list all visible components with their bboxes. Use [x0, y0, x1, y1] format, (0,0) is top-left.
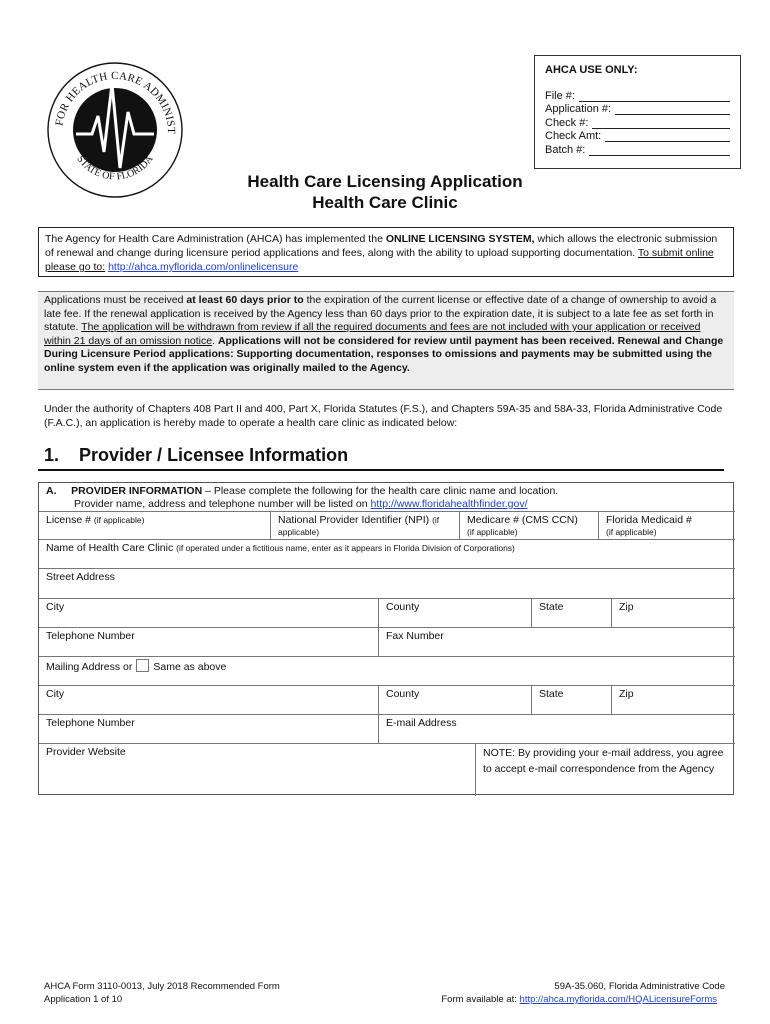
- state-field[interactable]: State: [532, 599, 612, 628]
- document-title: Health Care Licensing Application: [247, 172, 523, 191]
- clinic-name-field[interactable]: Name of Health Care Clinic (if operated under a fictitious name, enter as it appears in Florida Division of Corporations): [39, 540, 735, 569]
- same-as-above-checkbox[interactable]: [136, 659, 149, 672]
- provider-information-header: A. PROVIDER INFORMATION – Please complete the following for the health care clinic name and location. Provider name, address and telephone number will be listed on http://www.floridahealthfinder.gov/: [39, 483, 735, 512]
- city-field[interactable]: City: [39, 599, 379, 628]
- licensure-forms-link[interactable]: http://ahca.myflorida.com/HQALicensureForms: [519, 994, 717, 1005]
- section-heading: 1. Provider / Licensee Information: [44, 445, 349, 465]
- npi-field[interactable]: National Provider Identifier (NPI) (if applicable): [271, 512, 460, 540]
- mailing-city-field[interactable]: City: [39, 686, 379, 715]
- fax-field[interactable]: Fax Number: [379, 628, 735, 657]
- form-availability: Form available at: http://ahca.myflorida.com/HQALicensureForms: [441, 994, 717, 1005]
- mailing-address-field[interactable]: Mailing Address or Same as above: [39, 657, 735, 686]
- street-address-field[interactable]: Street Address: [39, 569, 735, 599]
- medicare-number-field[interactable]: Medicare # (CMS CCN) (if applicable): [460, 512, 599, 540]
- ahca-box-header: AHCA USE ONLY:: [545, 64, 638, 76]
- medicaid-number-field[interactable]: Florida Medicaid # (if applicable): [599, 512, 735, 540]
- online-licensing-info-box: The Agency for Health Care Administration (AHCA) has implemented the ONLINE LICENSING SYSTEM, which allows the electronic submission of renewal and change during licensure period applications and fees, along with the ability to upload supporting documentation. To submit online please go to: http://ahca.myflorida.com/onlinelicensure: [38, 227, 734, 277]
- mailing-state-field[interactable]: State: [532, 686, 612, 715]
- online-licensure-link[interactable]: http://ahca.myflorida.com/onlinelicensure: [108, 261, 299, 273]
- batch-number-field[interactable]: Batch #:: [545, 142, 730, 156]
- license-number-field[interactable]: License # (if applicable): [39, 512, 271, 540]
- email-field[interactable]: E-mail Address: [379, 715, 735, 744]
- provider-website-field[interactable]: Provider Website: [39, 744, 476, 796]
- form-identifier: AHCA Form 3110-0013, July 2018 Recommended Form: [44, 981, 280, 992]
- check-number-field[interactable]: Check #:: [545, 115, 730, 129]
- zip-field[interactable]: Zip: [612, 599, 735, 628]
- email-note: NOTE: By providing your e-mail address, you agree to accept e-mail correspondence from the Agency: [483, 747, 724, 775]
- mailing-telephone-field[interactable]: Telephone Number: [39, 715, 379, 744]
- check-amount-field[interactable]: Check Amt:: [545, 129, 730, 143]
- submission-deadline-notice: Applications must be received at least 60 days prior to the expiration of the current license or effective date of a change of ownership to avoid a late fee. If the renewal application is received by the Agency less than 60 days prior to the expiration date, it is subject to a late fee as set forth in statute. The application will be withdrawn from review if all the required documents and fees are not included with your application or received within 21 days of an omission notice. Applications will not be considered for review until payment has been received. Renewal and Change During Licensure Period applications: Supporting documentation, responses to omissions and payments may be submitted using the online system even if the application was originally mailed to the Agency.: [38, 291, 734, 390]
- application-number-field[interactable]: Application #:: [545, 102, 730, 116]
- section-divider: [38, 469, 724, 471]
- mailing-county-field[interactable]: County: [379, 686, 532, 715]
- floridahealthfinder-link[interactable]: http://www.floridahealthfinder.gov/: [370, 498, 528, 510]
- provider-information-form: [38, 482, 734, 795]
- ahca-use-only-box: [534, 55, 741, 169]
- authority-statement: Under the authority of Chapters 408 Part II and 400, Part X, Florida Statutes (F.S.), and Chapters 59A-35 and 58A-33, Florida Administrative Code (F.A.C.), an application is hereby made to operate a health care clinic as indicated below:: [44, 403, 723, 429]
- mailing-zip-field[interactable]: Zip: [612, 686, 735, 715]
- file-number-field[interactable]: File #:: [545, 88, 730, 102]
- document-subtitle: Health Care Clinic: [312, 193, 458, 212]
- page-number: Application 1 of 10: [44, 994, 123, 1005]
- rule-citation: 59A-35.060, Florida Administrative Code: [554, 981, 725, 992]
- telephone-field[interactable]: Telephone Number: [39, 628, 379, 657]
- seal-bottom-text: STATE OF FLORIDA: [74, 153, 156, 183]
- seal-top-text: FOR HEALTH CARE ADMINIST: [53, 69, 178, 135]
- county-field[interactable]: County: [379, 599, 532, 628]
